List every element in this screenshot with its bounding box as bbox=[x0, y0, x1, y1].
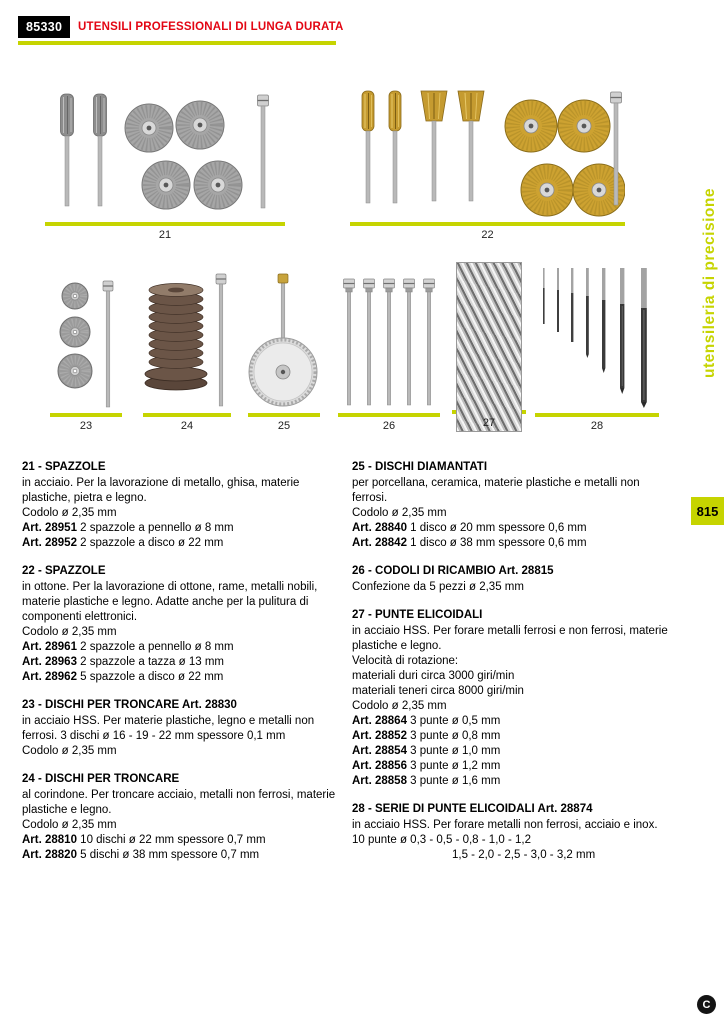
figure-24 bbox=[143, 270, 231, 432]
figure-28-number: 28 bbox=[590, 419, 604, 432]
publisher-logo-glyph: C bbox=[702, 998, 711, 1011]
product-article-line: Art. 28842 1 disco ø 38 mm spessore 0,6 mm bbox=[352, 537, 587, 549]
drill-bit-set-image bbox=[535, 264, 659, 409]
product-heading: 26 - CODOLI DI RICAMBIO Art. 28815 bbox=[352, 565, 554, 577]
figure-23-underline bbox=[50, 413, 122, 417]
steel-brushes-image bbox=[45, 88, 285, 218]
article-number: Art. 28810 bbox=[22, 834, 77, 846]
product-text-line: in acciaio. Per la lavorazione di metallo, ghisa, materie plastiche, pietra e legno. bbox=[22, 477, 300, 504]
catalog-code: 85330 bbox=[26, 20, 63, 34]
article-number: Art. 28856 bbox=[352, 760, 407, 772]
figure-26-underline bbox=[338, 413, 440, 417]
article-number: Art. 28961 bbox=[22, 641, 77, 653]
product-block bbox=[22, 772, 342, 863]
product-block bbox=[352, 564, 670, 595]
product-heading: 21 - SPAZZOLE bbox=[22, 461, 106, 473]
diamond-disc-image bbox=[248, 273, 320, 409]
figure-28 bbox=[535, 264, 659, 432]
figure-25 bbox=[248, 273, 320, 432]
figure-21 bbox=[45, 88, 285, 241]
figure-24-underline bbox=[143, 413, 231, 417]
product-article-line: Art. 28852 3 punte ø 0,8 mm bbox=[352, 730, 501, 742]
product-block bbox=[352, 460, 670, 551]
product-text-line: Codolo ø 2,35 mm bbox=[352, 507, 447, 519]
product-block bbox=[352, 608, 670, 789]
product-text-line: per porcellana, ceramica, materie plastiche e metalli non ferrosi. bbox=[352, 477, 640, 504]
product-text-line: al corindone. Per troncare acciaio, metalli non ferrosi, materie plastiche e legno. bbox=[22, 789, 336, 816]
product-article-line: Art. 28854 3 punte ø 1,0 mm bbox=[352, 745, 501, 757]
article-number: Art. 28864 bbox=[352, 715, 407, 727]
product-text-line: Codolo ø 2,35 mm bbox=[352, 700, 447, 712]
product-text-line: materiali teneri circa 8000 giri/min bbox=[352, 685, 524, 697]
product-text-line: in acciaio HSS. Per materie plastiche, legno e metalli non ferrosi. 3 dischi ø 16 - 19 - 22 mm spessore 0,1 mm bbox=[22, 715, 315, 742]
product-text-line: in ottone. Per la lavorazione di ottone, rame, metalli nobili, materie plastiche e legno. Adatte anche per la pulitura di componenti elettronici. bbox=[22, 581, 318, 623]
product-text-line: Confezione da 5 pezzi ø 2,35 mm bbox=[352, 581, 524, 593]
figure-21-number: 21 bbox=[158, 228, 172, 241]
product-article-line: Art. 28856 3 punte ø 1,2 mm bbox=[352, 760, 501, 772]
product-block bbox=[22, 460, 342, 551]
article-number: Art. 28852 bbox=[352, 730, 407, 742]
article-number: Art. 28820 bbox=[22, 849, 77, 861]
header-underline bbox=[18, 41, 336, 45]
product-text-line: 10 punte ø 0,3 - 0,5 - 0,8 - 1,0 - 1,2 bbox=[352, 834, 531, 846]
article-number: Art. 28858 bbox=[352, 775, 407, 787]
figure-27 bbox=[452, 262, 526, 429]
brass-brushes-image bbox=[350, 85, 625, 218]
product-article-line: Art. 28820 5 dischi ø 38 mm spessore 0,7 mm bbox=[22, 849, 260, 861]
product-article-line: Art. 28810 10 dischi ø 22 mm spessore 0,7 mm bbox=[22, 834, 266, 846]
twist-drills-pattern-image bbox=[456, 262, 522, 432]
products-column-right bbox=[352, 460, 670, 876]
article-number: Art. 28842 bbox=[352, 537, 407, 549]
side-vertical-text: utensileria di precisione bbox=[701, 188, 718, 378]
article-number: Art. 28840 bbox=[352, 522, 407, 534]
figure-25-underline bbox=[248, 413, 320, 417]
article-number: Art. 28963 bbox=[22, 656, 77, 668]
product-text-line: Codolo ø 2,35 mm bbox=[22, 819, 117, 831]
catalog-code-badge bbox=[18, 16, 70, 38]
product-block bbox=[22, 698, 342, 759]
product-block bbox=[352, 802, 670, 863]
product-block bbox=[22, 564, 342, 685]
figure-27-number: 27 bbox=[482, 416, 496, 429]
product-article-line: Art. 28951 2 spazzole a pennello ø 8 mm bbox=[22, 522, 234, 534]
article-number: Art. 28854 bbox=[352, 745, 407, 757]
product-text-line: Codolo ø 2,35 mm bbox=[22, 745, 117, 757]
figure-24-number: 24 bbox=[180, 419, 194, 432]
figure-22-underline bbox=[350, 222, 625, 226]
article-number: Art. 28951 bbox=[22, 522, 77, 534]
product-text-line: in acciaio HSS. Per forare metalli ferrosi e non ferrosi, materie plastiche e legno. bbox=[352, 625, 668, 652]
figure-28-underline bbox=[535, 413, 659, 417]
products-column-left bbox=[22, 460, 342, 876]
article-number: Art. 28952 bbox=[22, 537, 77, 549]
product-article-line: Art. 28858 3 punte ø 1,6 mm bbox=[352, 775, 501, 787]
product-article-line: Art. 28840 1 disco ø 20 mm spessore 0,6 mm bbox=[352, 522, 587, 534]
product-article-line: Art. 28962 5 spazzole a disco ø 22 mm bbox=[22, 671, 224, 683]
figure-26 bbox=[338, 275, 440, 432]
product-text-line: Codolo ø 2,35 mm bbox=[22, 507, 117, 519]
product-heading: 22 - SPAZZOLE bbox=[22, 565, 106, 577]
figure-25-number: 25 bbox=[277, 419, 291, 432]
product-text-line: Velocità di rotazione: bbox=[352, 655, 459, 667]
page-title: UTENSILI PROFESSIONALI DI LUNGA DURATA bbox=[78, 21, 344, 33]
figure-23-number: 23 bbox=[79, 419, 93, 432]
product-text-line: in acciaio HSS. Per forare metalli non ferrosi, acciaio e inox. bbox=[352, 819, 658, 831]
product-heading: 28 - SERIE DI PUNTE ELICOIDALI Art. 28874 bbox=[352, 803, 593, 815]
product-article-line: Art. 28963 2 spazzole a tazza ø 13 mm bbox=[22, 656, 224, 668]
cutting-discs-image bbox=[50, 278, 122, 409]
figure-22 bbox=[350, 85, 625, 241]
product-text-line: 1,5 - 2,0 - 2,5 - 3,0 - 3,2 mm bbox=[452, 849, 596, 861]
figure-21-underline bbox=[45, 222, 285, 226]
product-article-line: Art. 28864 3 punte ø 0,5 mm bbox=[352, 715, 501, 727]
product-heading: 23 - DISCHI PER TRONCARE Art. 28830 bbox=[22, 699, 237, 711]
product-text-line: materiali duri circa 3000 giri/min bbox=[352, 670, 515, 682]
corundum-discs-stack-image bbox=[143, 270, 231, 409]
product-article-line: Art. 28952 2 spazzole a disco ø 22 mm bbox=[22, 537, 224, 549]
page-number-badge: 815 bbox=[691, 497, 724, 525]
publisher-logo bbox=[697, 995, 716, 1014]
figure-23 bbox=[50, 278, 122, 432]
article-number: Art. 28962 bbox=[22, 671, 77, 683]
product-text-line: Codolo ø 2,35 mm bbox=[22, 626, 117, 638]
product-heading: 25 - DISCHI DIAMANTATI bbox=[352, 461, 488, 473]
figure-22-number: 22 bbox=[481, 228, 494, 241]
figure-26-number: 26 bbox=[382, 419, 396, 432]
product-article-line: Art. 28961 2 spazzole a pennello ø 8 mm bbox=[22, 641, 234, 653]
product-heading: 27 - PUNTE ELICOIDALI bbox=[352, 609, 483, 621]
spare-mandrels-image bbox=[338, 275, 440, 409]
product-heading: 24 - DISCHI PER TRONCARE bbox=[22, 773, 180, 785]
